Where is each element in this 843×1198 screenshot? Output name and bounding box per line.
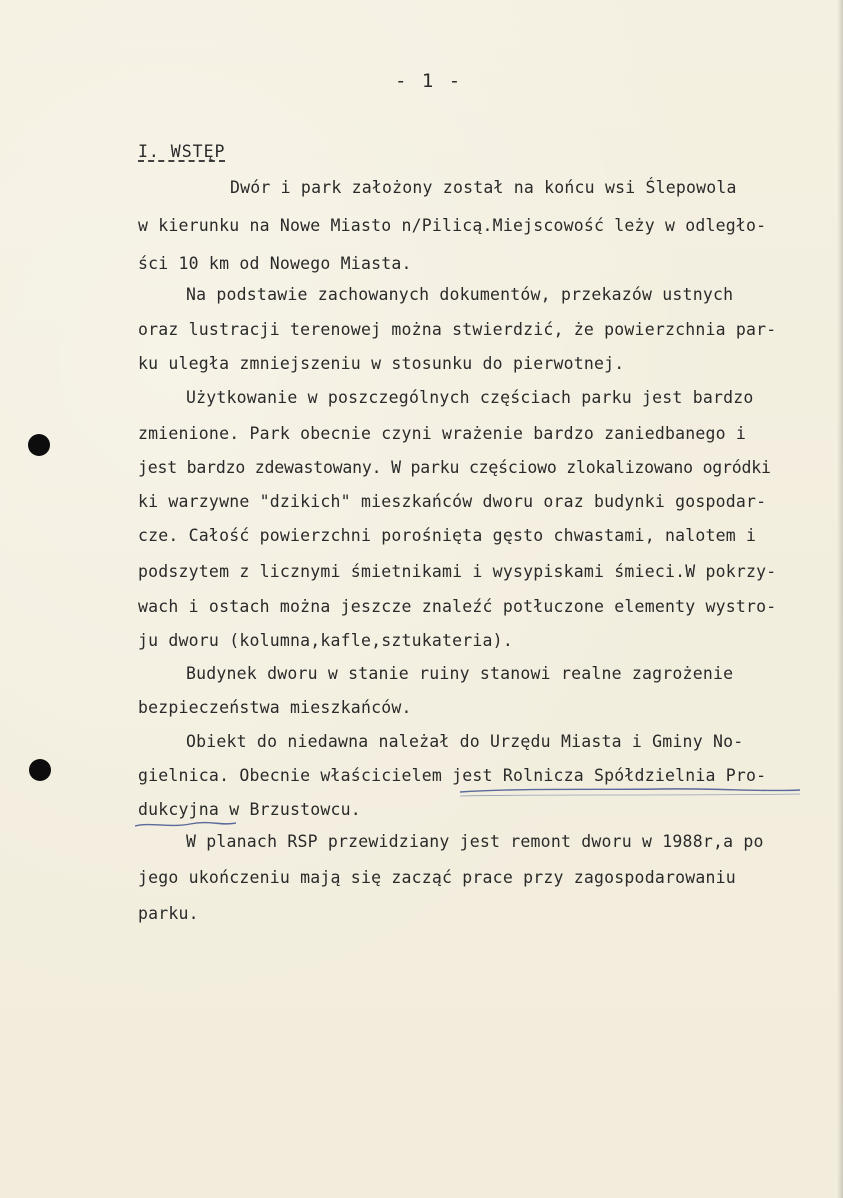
text-line: zmienione. Park obecnie czyni wrażenie bardzo zaniedbanego i [138,424,747,443]
text-line: jego ukończeniu mają się zacząć prace przy zagospodarowaniu [138,868,736,887]
text-line: ju dworu (kolumna,kafle,sztukateria). [138,631,513,650]
text-line: Dwór i park założony został na końcu wsi Ślepowola [230,178,737,197]
section-heading: I. WSTĘP [138,142,226,161]
text-line: dukcyjna w Brzustowcu. [138,800,361,819]
text-line: w kierunku na Nowe Miasto n/Pilicą.Miejscowość leży w odległo- [138,216,767,235]
text-line: bezpieczeństwa mieszkańców. [138,698,412,717]
text-line: wach i ostach można jeszcze znaleźć potłuczone elementy wystro- [138,597,777,616]
text-line: Użytkowanie w poszczególnych częściach parku jest bardzo [186,388,754,407]
text-line: ku uległa zmniejszeniu w stosunku do pierwotnej. [138,354,625,373]
text-line: oraz lustracji terenowej można stwierdzić, że powierzchnia par- [138,320,777,339]
text-line: ki warzywne "dzikich" mieszkańców dworu oraz budynki gospodar- [138,492,767,511]
text-line: podszytem z licznymi śmietnikami i wysypiskami śmieci.W pokrzy- [138,562,777,581]
text-line: cze. Całość powierzchni porośnięta gęsto chwastami, nalotem i [138,526,757,545]
text-line: parku. [138,904,199,923]
text-line: ści 10 km od Nowego Miasta. [138,254,412,273]
text-line: Obiekt do niedawna należał do Urzędu Miasta i Gminy No- [186,732,744,751]
text-line: Na podstawie zachowanych dokumentów, przekazów ustnych [186,285,734,304]
text-line: W planach RSP przewidziany jest remont dworu w 1988r,a po [186,832,764,851]
text-line: gielnica. Obecnie właścicielem jest Rolnicza Spółdzielnia Pro- [138,766,767,785]
text-line: jest bardzo zdewastowany. W parku częściowo zlokalizowano ogródki [138,458,771,477]
page-number: - 1 - [395,70,463,92]
text-line: Budynek dworu w stanie ruiny stanowi realne zagrożenie [186,664,734,683]
